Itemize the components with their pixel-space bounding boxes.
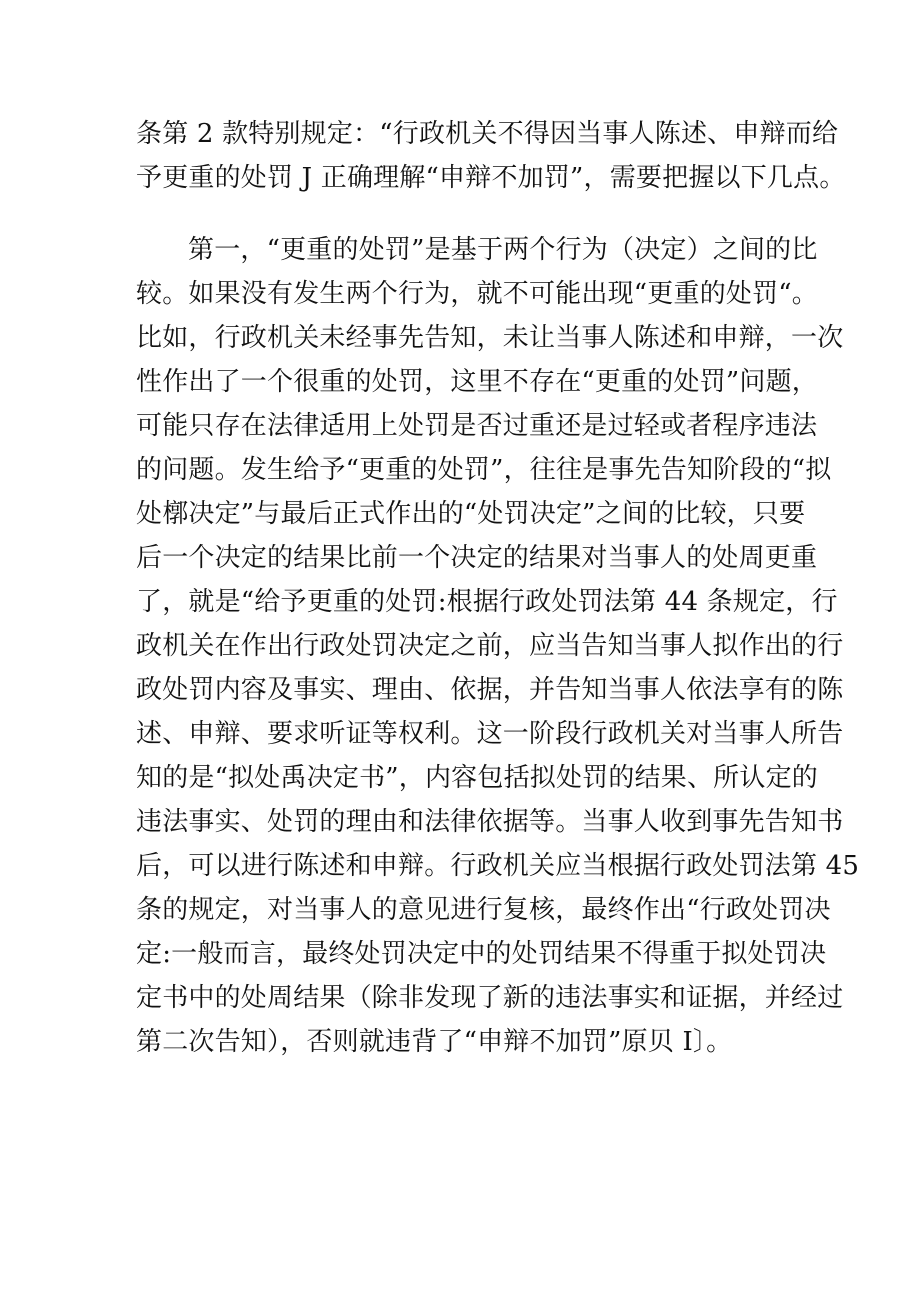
text-line: 予更重的处罚 J 正确理解“申辩不加罚”，需要把握以下几点。 [136, 163, 846, 193]
text-line: 第二次告知），否则就违背了“申辩不加罚”原贝 I〕。 [136, 1027, 733, 1057]
text-line: 条的规定，对当事人的意见进行复核，最终作出“行政处罚决 [136, 895, 831, 925]
text-line: 第一，“更重的处罚”是基于两个行为（决定）之间的比 [188, 235, 818, 265]
text-line: 了，就是“给予更重的处罚:根据行政处罚法第 44 条规定，行 [136, 587, 838, 617]
text-line: 知的是“拟处禹决定书”，内容包括拟处罚的结果、所认定的 [136, 763, 818, 793]
text-line: 后一个决定的结果比前一个决定的结果对当事人的处周更重 [136, 543, 818, 573]
text-line: 的问题。发生给予“更重的处罚”，往往是事先告知阶段的“拟 [136, 455, 832, 485]
text-line: 比如，行政机关未经事先告知，未让当事人陈述和申辩，一次 [136, 323, 844, 353]
text-line: 政处罚内容及事实、理由、依据，并告知当事人依法享有的陈 [136, 675, 844, 705]
text-line: 政机关在作出行政处罚决定之前，应当告知当事人拟作出的行 [136, 631, 844, 661]
text-line: 违法事实、处罚的理由和法律依据等。当事人收到事先告知书 [136, 807, 844, 837]
text-line: 处槨决定”与最后正式作出的“处罚决定”之间的比较，只要 [136, 499, 806, 529]
paragraph-2 [136, 228, 860, 1064]
text-line: 条第 2 款特别规定：“行政机关不得因当事人陈述、申辩而给 [136, 119, 839, 149]
text-line: 较。如果没有发生两个行为，就不可能出现“更重的处罚“。 [136, 279, 818, 309]
text-line: 可能只存在法律适用上处罚是否过重还是过轻或者程序违法 [136, 411, 818, 441]
text-line: 述、申辩、要求听证等权利。这一阶段行政机关对当事人所告 [136, 719, 844, 749]
text-line: 定书中的处周结果（除非发现了新的违法事实和证据，并经过 [136, 983, 844, 1013]
text-line: 定:一般而言，最终处罚决定中的处罚结果不得重于拟处罚决 [136, 939, 827, 969]
paragraph-1 [136, 112, 846, 200]
text-line: 后，可以进行陈述和申辩。行政机关应当根据行政处罚法第 45 [136, 851, 860, 881]
text-line: 性作出了一个很重的处罚，这里不存在“更重的处罚”问题， [136, 367, 818, 397]
